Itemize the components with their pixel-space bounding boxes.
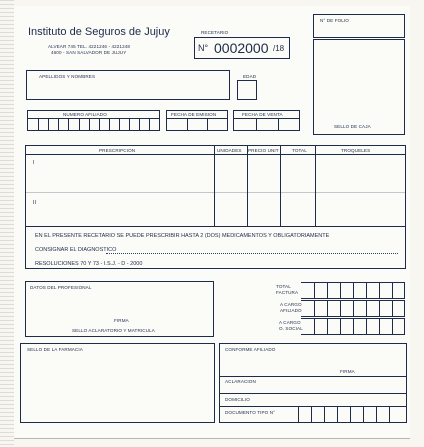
names-field[interactable] — [26, 70, 230, 100]
sale-date-label: FECHA DE VENTA — [242, 112, 283, 117]
affiliate-number-label: NUMERO AFILIADO — [63, 112, 107, 117]
total-invoice-field[interactable] — [301, 282, 405, 299]
sale-date-field[interactable] — [233, 110, 300, 131]
number-prefix: N° — [198, 43, 209, 53]
diagnosis-label: CONSIGNAR EL DIAGNOSTICO — [35, 247, 117, 253]
page-bottom-edge — [14, 438, 410, 439]
header-troqueles: TROQUELES — [341, 148, 371, 153]
total-invoice-label: TOTAL — [276, 284, 291, 289]
social-charge-label-2: O. SOCIAL — [279, 326, 303, 331]
pharmacy-stamp-label: SELLO DE LA FARMACIA — [27, 347, 83, 352]
professional-signature-label: FIRMA — [114, 318, 129, 323]
institution-address-2: 4600 - SAN SALVADOR DE JUJUY — [51, 50, 127, 55]
professional-stamp-label: SELLO ACLARATORIO Y MATRICULA — [72, 328, 155, 333]
address-label: DOMICILIO — [225, 397, 250, 402]
affiliate-charge-field[interactable] — [301, 300, 405, 317]
total-invoice-label-2: FACTURA — [276, 290, 299, 295]
clarification-field[interactable] — [260, 377, 406, 391]
professional-data-label: DATOS DEL PROFESIONAL — [30, 285, 92, 290]
diagnosis-field[interactable] — [106, 253, 398, 254]
prescription-row-2[interactable] — [26, 192, 213, 225]
age-field[interactable] — [237, 80, 257, 100]
prescription-row-1[interactable] — [26, 154, 213, 190]
header-prescription: PRESCRIPCION — [99, 148, 136, 153]
institution-address-1: ALVEAR 745 TEL. 4221246 - 4221248 — [48, 44, 131, 49]
cash-stamp-box[interactable] — [313, 39, 405, 135]
affiliate-charge-label: A CARGO — [280, 302, 302, 307]
prescription-row-2-label: II — [33, 200, 36, 206]
issue-date-label: FECHA DE EMISION — [171, 112, 217, 117]
resolutions-note: RESOLUCIONES 70 Y 73 - I.S.J. - D - 2000 — [35, 261, 143, 267]
document-number-field[interactable] — [298, 406, 406, 422]
header-total: TOTAL — [292, 148, 307, 153]
affiliate-signature-label: FIRMA — [340, 369, 355, 374]
pharmacy-stamp-box[interactable] — [20, 343, 215, 423]
social-charge-field[interactable] — [301, 318, 405, 335]
affiliate-conformity-label: CONFORME AFILIADO — [225, 347, 276, 352]
cash-stamp-label: SELLO DE CAJA — [334, 124, 371, 129]
affiliate-signature-field[interactable] — [220, 352, 406, 374]
prescription-notice-1: EN EL PRESENTE RECETARIO SE PUEDE PRESCRIBIR HASTA 2 (DOS) MEDICAMENTOS Y OBLIGATORIAMENTE — [35, 233, 330, 239]
recetario-label: RECETARIO — [201, 30, 229, 35]
perforated-edge — [0, 0, 14, 447]
document-label: DOCUMENTO TIPO N° — [225, 410, 276, 415]
age-label: EDAD — [243, 74, 257, 79]
clarification-label: ACLARACION — [225, 379, 256, 384]
address-field[interactable] — [260, 393, 406, 404]
affiliate-charge-label-2: AFILIADO — [280, 308, 302, 313]
affiliate-number-field[interactable] — [27, 110, 160, 131]
recetario-number-box — [194, 37, 290, 59]
prescription-row-1-label: I — [33, 160, 35, 166]
social-charge-label: A CARGO — [279, 320, 301, 325]
header-units: UNIDADES — [217, 148, 242, 153]
institution-name: Instituto de Seguros de Jujuy — [28, 26, 170, 38]
folio-box[interactable] — [313, 14, 405, 38]
header-unit-price: PRECIO UNIT — [248, 148, 279, 153]
names-label: APELLIDOS Y NOMBRES — [39, 74, 96, 79]
number-suffix: /18 — [273, 44, 285, 53]
recetario-number: 0002000 — [214, 40, 269, 56]
folio-label: N° DE FOLIO — [320, 18, 349, 23]
issue-date-field[interactable] — [166, 110, 228, 131]
professional-data-box[interactable] — [25, 281, 214, 337]
